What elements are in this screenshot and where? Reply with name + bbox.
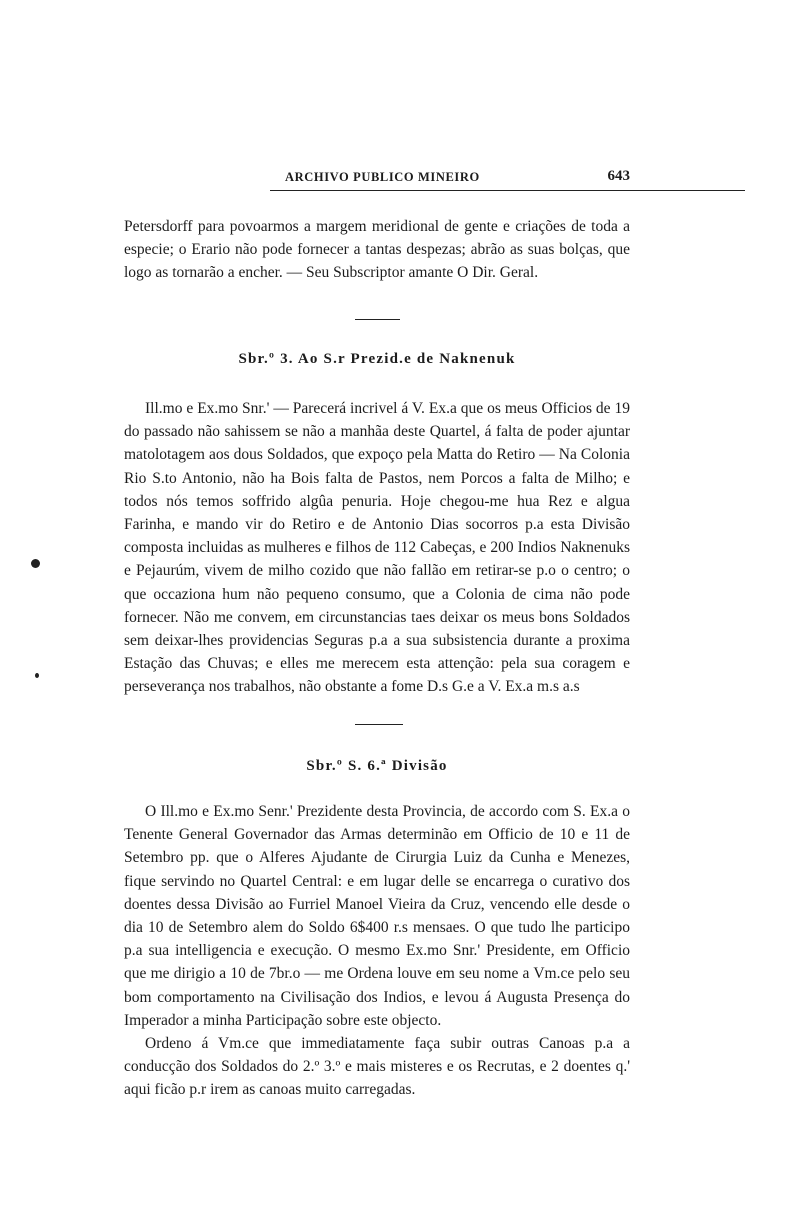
letter-1-heading: Sbr.º 3. Ao S.r Prezid.e de Naknenuk	[238, 351, 516, 367]
section-divider-1	[355, 319, 400, 320]
letter-1-body: Ill.mo e Ex.mo Snr.' — Parecerá incrivel á V. Ex.a que os meus Officios de 19 do passado não sahissem se não a manhãa deste Quartel, á falta de poder ajuntar matolotagem aos dous Soldados, que expoço pela Matta do Retiro — Na Colonia Rio S.to Antonio, não ha Bois falta de Pastos, nem Porcos a falta de Milho; e todos nós temos soffrido algûa penuria. Hoje chegou-me hua Rez e algua Farinha, e mando vir do Retiro e de Antonio Dias socorros p.a esta Divisão composta incluidas as mulheres e filhos de 112 Cabeças, e 200 Indios Naknenuks e Pejaurúm, vivem de milho cozido que não fallão em retirar-se p.o o centro; o que occaziona hum não pequeno consumo, que a Colonia de cima não pode fornecer. Não me convem, em circunstancias taes deixar os meus bons Soldados sem deixar-lhes providencias Seguras p.a a sua subsistencia durante a proxima Estação das Chuvas; e elles me merecem esta attenção: pela sua coragem e perseverança nos trabalhos, não obstante a fome D.s G.e a V. Ex.a m.s a.s	[124, 400, 630, 696]
header-title: ARCHIVO PUBLICO MINEIRO	[285, 170, 480, 184]
letter-2-paragraph-1: O Ill.mo e Ex.mo Senr.' Prezidente desta Provincia, de accordo com S. Ex.a o Tenente General Governador das Armas determinão em Officio de 10 e 11 de Setembro pp. que o Alferes Ajudante de Cirurgia Luiz da Cunha e Menezes, fique servindo no Quartel Central: e em lugar delle se encarrega o curativo dos doentes dessa Divisão ao Furriel Manoel Vieira da Cruz, vencendo elle desde o dia 10 de Setembro alem do Soldo 6$400 r.s mensaes. O que tudo lhe participo p.a sua intelligencia e execução. O mesmo Ex.mo Snr.' Presidente, em Officio que me dirigio a 10 de 7br.o — me Ordena louve em seu nome a Vm.ce pelo seu bom comportamento na Civilisação dos Indios, e levou á Augusta Presença do Imperador a minha Participação sobre este objecto.	[124, 803, 630, 1029]
letter-2-body-block	[124, 800, 630, 1102]
intro-paragraph-block	[124, 215, 630, 285]
letter-2-paragraph-2: Ordeno á Vm.ce que immediatamente faça subir outras Canoas p.a a conducção dos Soldados do 2.º 3.º e mais misteres e os Recrutas, e 2 doentes q.' aqui ficão p.r irem as canoas muito carregadas.	[124, 1035, 630, 1099]
letter-1-body-block	[124, 397, 630, 699]
header-rule	[270, 190, 745, 191]
page-number: 643	[607, 168, 630, 184]
ink-speck-mark	[31, 559, 40, 568]
running-header	[120, 168, 630, 190]
section-divider-2	[355, 724, 403, 725]
letter-2-heading: Sbr.º S. 6.ª Divisão	[306, 758, 448, 774]
intro-paragraph: Petersdorff para povoarmos a margem meridional de gente e criações de toda a especie; o Erario não pode fornecer a tantas despezas; abrão as suas bolças, que logo as tornarão a encher. — Seu Subscriptor amante O Dir. Geral.	[124, 218, 630, 282]
ink-speck-mark	[35, 673, 39, 678]
